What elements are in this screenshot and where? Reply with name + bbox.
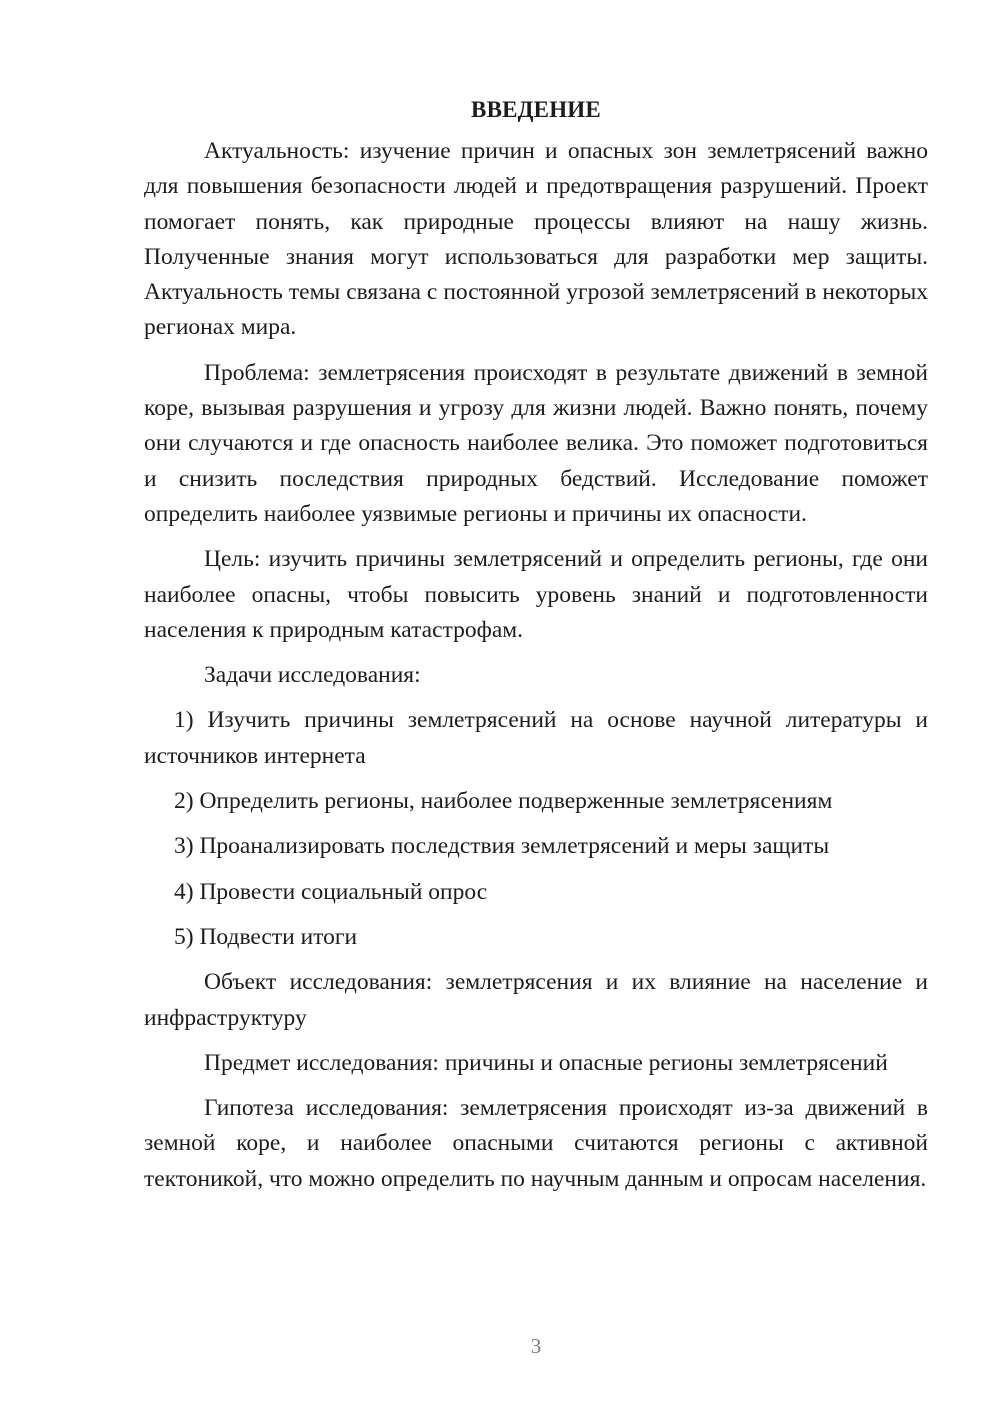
page-number: 3 (530, 1334, 542, 1358)
subject-paragraph: Предмет исследования: причины и опасные регионы землетрясений (204, 1049, 888, 1076)
hypothesis-paragraph: Гипотеза исследования: землетрясения происходят из-за движений в земной коре, и наиболее опасными считаются регионы с активной тектоникой, что можно определить по научным данным и опросам населения. (144, 1095, 928, 1192)
goal-paragraph: Цель: изучить причины землетрясений и определить регионы, где они наиболее опасны, чтобы повысить уровень знаний и подготовленности населения к природным катастрофам. (144, 546, 928, 643)
relevance-paragraph: Актуальность: изучение причин и опасных зон землетрясений важно для повышения безопасности людей и предотвращения разрушений. Проект помогает понять, как природные процессы влияют на нашу жизнь. Полученные знания могут использоваться для разработки мер защиты. Актуальность темы связана с постоянной угрозой землетрясений в некоторых регионах мира. (144, 138, 928, 341)
task-item-5: 5) Подвести итоги (174, 923, 358, 950)
task-item-3: 3) Проанализировать последствия землетрясений и меры защиты (174, 833, 830, 860)
task-item-1: 1) Изучить причины землетрясений на основе научной литературы и источников интернета (144, 707, 928, 769)
tasks-heading: Задачи исследования: (204, 662, 421, 689)
section-title: ВВЕДЕНИЕ (471, 97, 601, 122)
task-item-4: 4) Провести социальный опрос (174, 878, 488, 905)
object-paragraph: Объект исследования: землетрясения и их влияние на население и инфраструктуру (144, 969, 928, 1031)
page-content (144, 92, 928, 1207)
task-item-2: 2) Определить регионы, наиболее подверженные землетрясениям (174, 788, 833, 815)
problem-paragraph: Проблема: землетрясения происходят в результате движений в земной коре, вызывая разрушения и угрозу для жизни людей. Важно понять, почему они случаются и где опасность наиболее велика. Это поможет подготовиться и снизить последствия природных бедствий. Исследование поможет определить наиболее уязвимые регионы и причины их опасности. (144, 359, 928, 527)
